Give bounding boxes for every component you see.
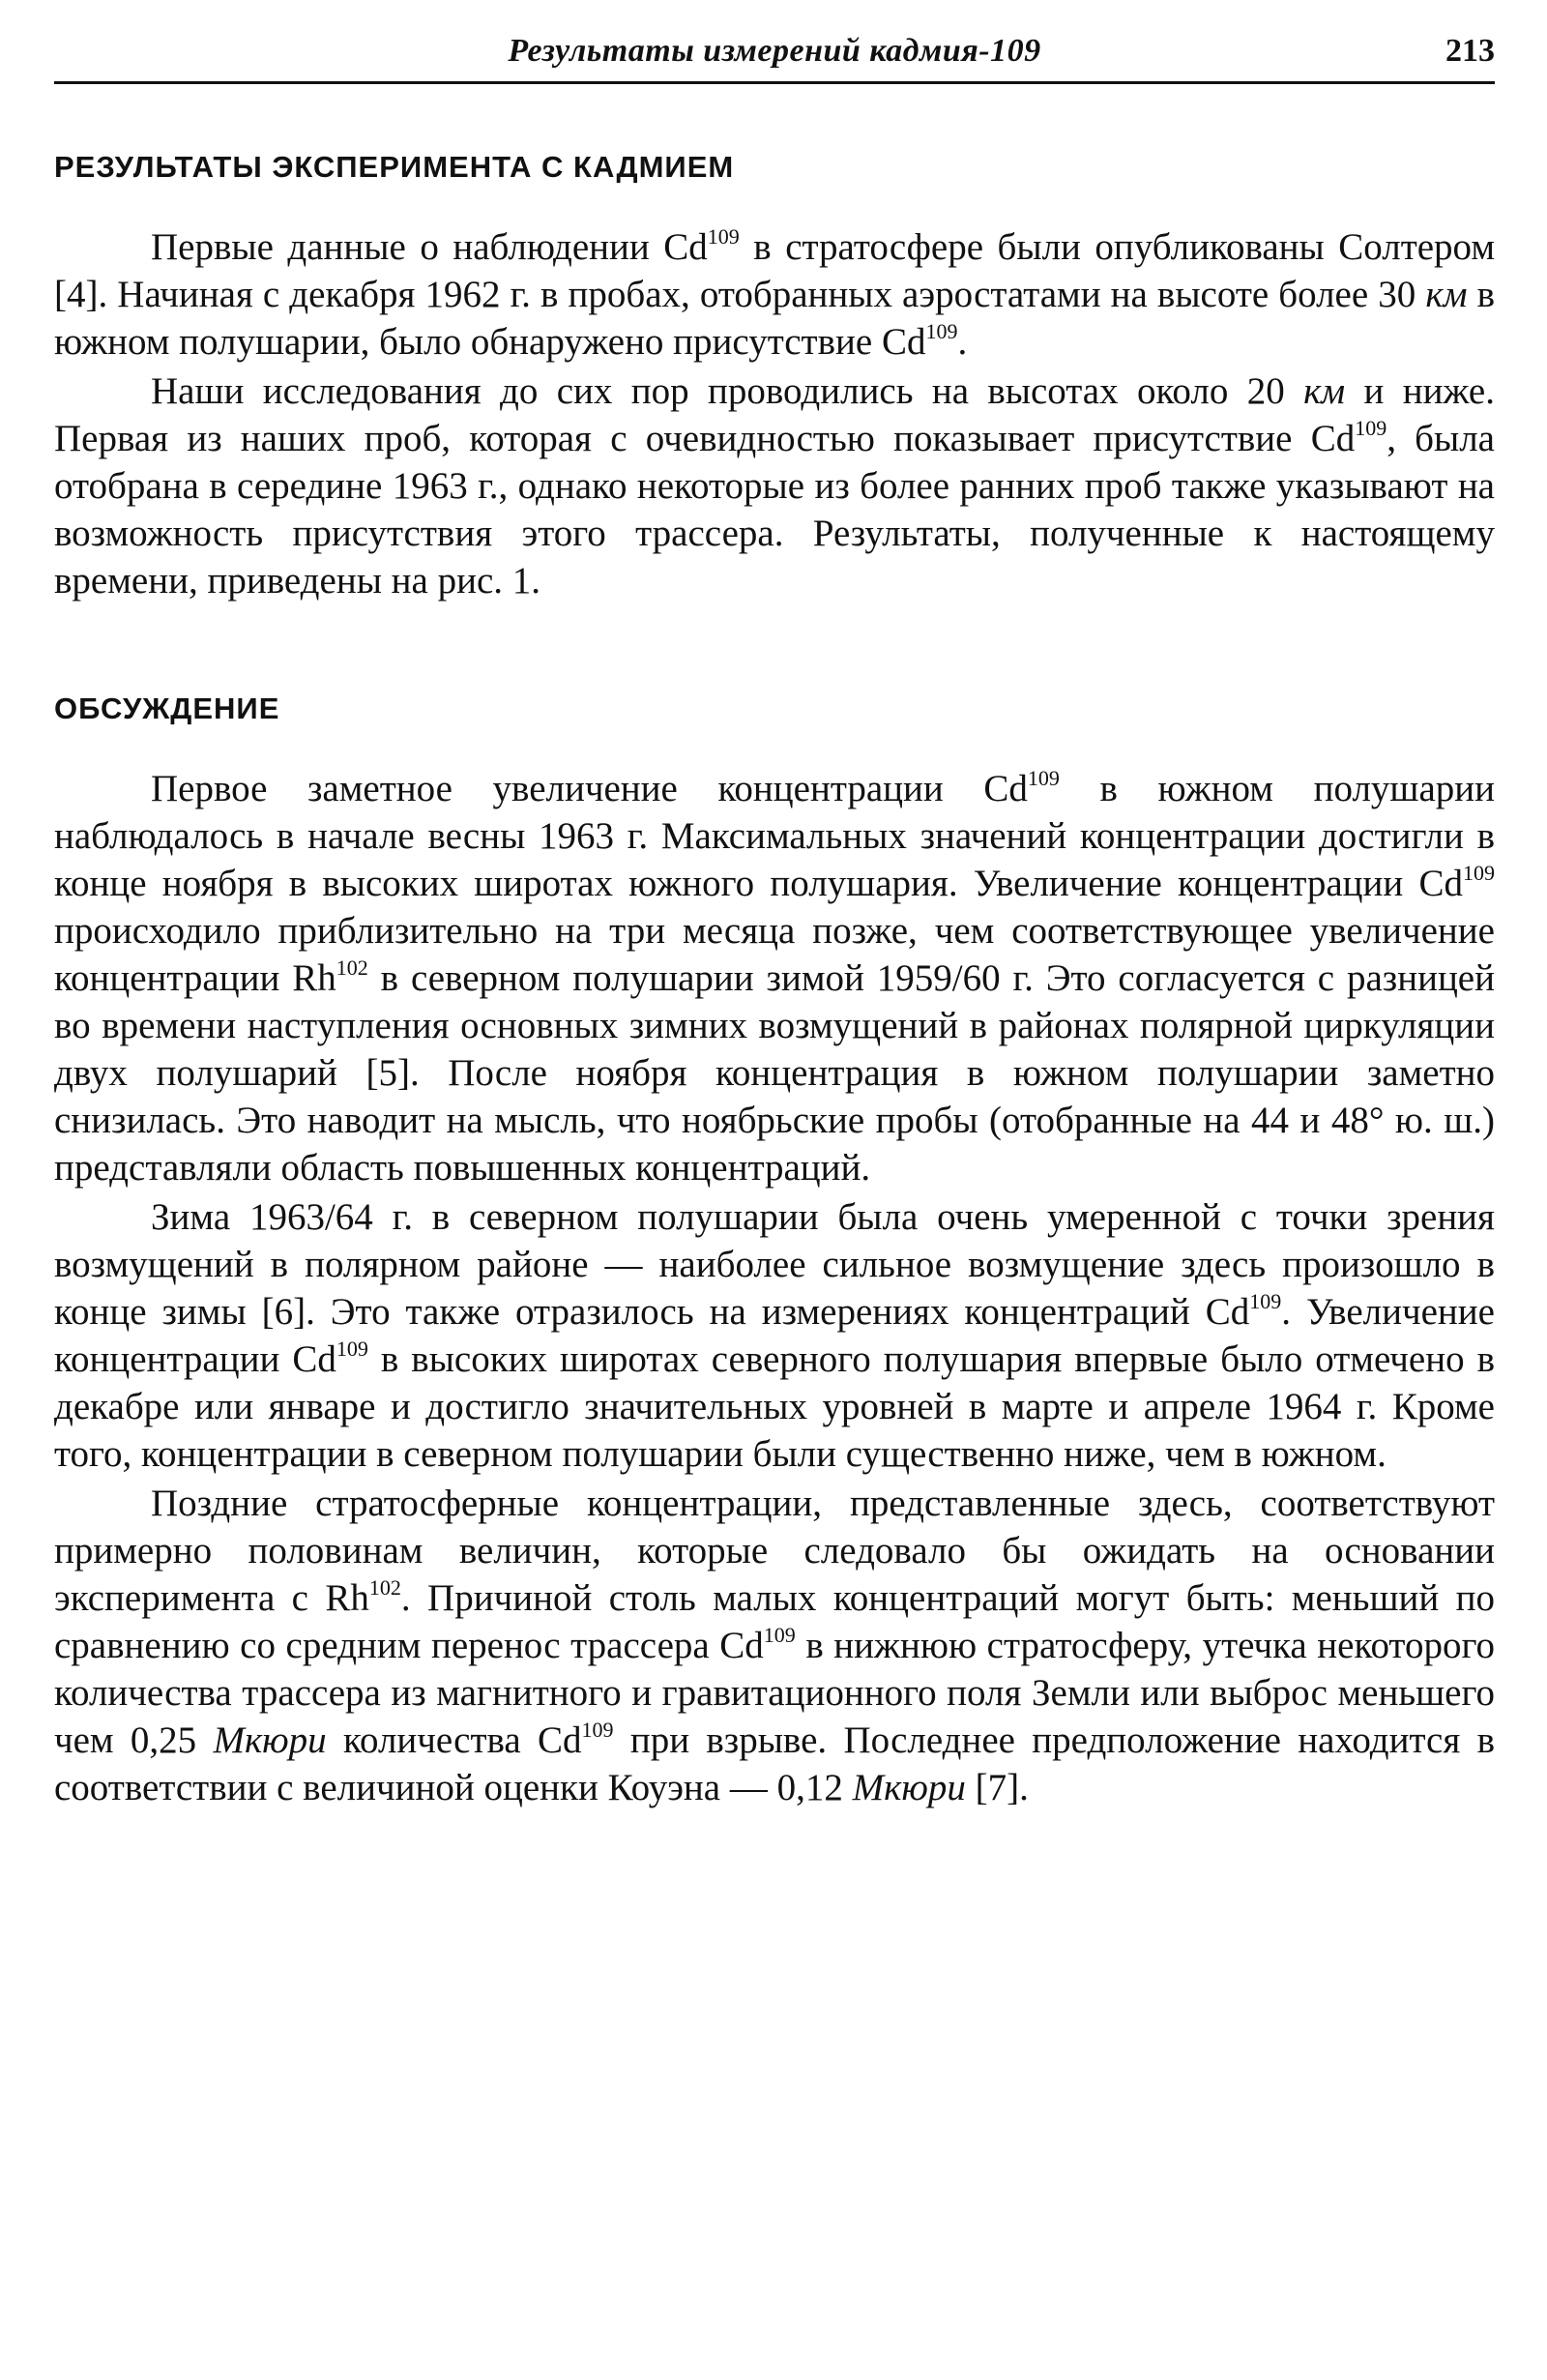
paragraph: Первые данные о наблюдении Cd$^{109}$ в стратосфере были опубликованы Солтером [4]. Начиная с декабря 1962 г. в пробах, отобранных аэростатами на высоте более 30 км в южном полушарии, было обнаружено присутствие Cd$^{109}$. [54, 224, 1495, 363]
book-page [54, 27, 1495, 1813]
running-title: Результаты измерений кадмия-109 [508, 33, 1041, 69]
section-heading-discussion: ОБСУЖДЕНИЕ [54, 691, 280, 725]
section-heading-results: РЕЗУЛЬТАТЫ ЭКСПЕРИМЕНТА С КАДМИЕМ [54, 150, 735, 184]
section-body-results [54, 223, 1495, 604]
running-head [54, 27, 1495, 84]
paragraph: Наши исследования до сих пор проводились на высотах около 20 км и ниже. Первая из наших проб, которая с очевидностью показывает присутствие Cd$^{109}$, была отобрана в середине 1963 г., однако некоторые из более ранних проб также указывают на возможность присутствия этого трассера. Результаты, полученные к настоящему времени, приведены на рис. 1. [54, 370, 1495, 602]
paragraph: Поздние стратосферные концентрации, представленные здесь, соответствуют примерно половинам величин, которые следовало бы ожидать на основании эксперимента с Rh$^{102}$. Причиной столь малых концентраций могут быть: меньший по сравнению со средним перенос трассера Cd$^{109}$ в нижнюю стратосферу, утечка некоторого количества трассера из магнитного и гравитационного поля Земли или выброс меньшего чем 0,25 Мкюри количества Cd$^{109}$ при взрыве. Последнее предположение находится в соответствии с величиной оценки Коуэна — 0,12 Мкюри [7]. [54, 1483, 1496, 1808]
paragraph: Зима 1963/64 г. в северном полушарии была очень умеренной с точки зрения возмущений в полярном районе — наиболее сильное возмущение здесь произошло в конце зимы [6]. Это также отразилось на измерениях концентраций Cd$^{109}$. Увеличение концентрации Cd$^{109}$ в высоких широтах северного полушария впервые было отмечено в декабре или январе и достигло значительных уровней в марте и апреле 1964 г. Кроме того, концентрации в северном полушарии были существенно ниже, чем в южном. [54, 1196, 1495, 1475]
paragraph: Первое заметное увеличение концентрации Cd$^{109}$ в южном полушарии наблюдалось в начале весны 1963 г. Максимальных значений концентрации достигли в конце ноября в высоких широтах южного полушария. Увеличение концентрации Cd$^{109}$ происходило приблизительно на три месяца позже, чем соответствующее увеличение концентрации Rh$^{102}$ в северном полушарии зимой 1959/60 г. Это согласуется с разницей во времени наступления основных зимних возмущений в районах полярной циркуляции двух полушарий [5]. После ноября концентрация в южном полушарии заметно снизилась. Это наводит на мысль, что ноябрьские пробы (отобранные на 44 и 48° ю. ш.) представляли область повышенных концентраций. [54, 766, 1495, 1189]
page-number: 213 [1445, 33, 1495, 69]
section-body-discussion [54, 765, 1495, 1811]
